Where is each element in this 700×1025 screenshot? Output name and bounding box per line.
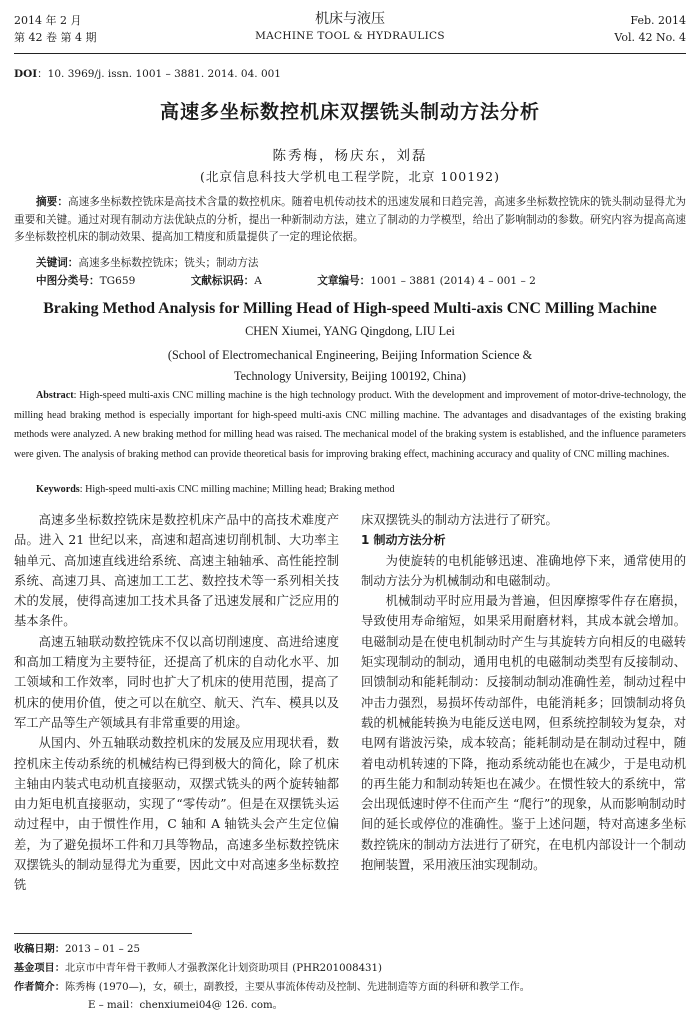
footnote-divider xyxy=(14,933,192,934)
issue-date-cn: 2014 年 2 月 xyxy=(14,14,82,27)
keywords-cn-label: 关键词： xyxy=(36,257,79,269)
affiliation-cn: (北京信息科技大学机电工程学院，北京 100192) xyxy=(200,169,500,184)
journal-name-cn: 机床与液压 xyxy=(315,11,385,27)
abstract-en-text: : High-speed multi-axis CNC milling machine is the high technology product. With the development and improvement of motor-drive-technology, the milling head braking method is especially important for high-speed multi-axis CNC milling machine. The advantages and disadvantages of the existing braking methods were analyzed. A new braking method for milling head was raised. The mechanical model of the braking system is established, and the influence parameters were given. The analysis of braking method can provide theoretical basis for improving braking effect, machining accuracy and quality of CNC milling machines. xyxy=(14,390,686,461)
body-paragraph: 高速五轴联动数控铣床不仅以高切削速度、高进给速度和高加工精度为主要特征，还提高了机床的自动化水平、加工领域和工作效率，同时也扩大了机床的使用范围，提高了机床的使用价值，使之可以在航空、航天、汽车、模具以及军工产品等生产领域具有非常重要的用途。 xyxy=(14,634,339,730)
clc-number xyxy=(36,275,161,287)
fund-value: 北京市中青年骨干教师人才强教深化计划资助项目 (PHR201008431) xyxy=(64,963,382,974)
authors-en: CHEN Xiumei, YANG Qingdong, LIU Lei xyxy=(245,324,455,338)
art-value: 1001 – 3881 (2014) 4 – 001 – 2 xyxy=(370,275,536,287)
art-label: 文章编号： xyxy=(317,275,371,287)
document-code xyxy=(191,275,288,287)
keywords-cn-text: 高速多坐标数控铣床；铣头；制动方法 xyxy=(78,257,259,269)
body-paragraph: 机械制动平时应用最为普遍，但因摩擦零件存在磨损，导致使用寿命缩短，如果采用耐磨材料，其成本就会增加。电磁制动是在使电机制动时产生与其旋转方向相反的电磁转矩实现制动的制动，通用电机的电磁制动类型有反接制动、回馈制动和能耗制动：反接制动制动准确性差，制动过程中冲击力强烈，易损坏传动部件，电能消耗多；回馈制动将负载的机械能转换为电能反送电网，但系统控制较为复杂，对电网有谐波污染，成本较高；能耗制动是在制动过程中，随着电动机转速的下降，拖动系统动能也在减少，于是电动机的再生能力和制动转矩也在减少。在惯性较大的系统中，常会出现低速时停不住而产生 “爬行”的现象，从而影响制动时间的延长或停位的准确性。鉴于上述问题，特对高速多坐标数控铣床的制动方法进行了研究，在电机内部设计一个制动抱闸装置，采用液压油实现制动。 xyxy=(361,594,686,873)
doi-value: ：10. 3969/j. issn. 1001 – 3881. 2014. 04. 001 xyxy=(37,68,281,80)
author-bio-value: 陈秀梅 (1970—)，女，硕士，副教授，主要从事流体传动及控制、先进制造等方面的科研和教学工作。 xyxy=(64,982,530,993)
affiliation-en-line2: Technology University, Beijing 100192, China) xyxy=(234,369,466,383)
journal-name xyxy=(14,10,686,44)
body-column-left xyxy=(14,510,339,896)
issue-info-en xyxy=(614,12,686,46)
article-number xyxy=(317,275,562,287)
body-paragraph: 为使旋转的电机能够迅速、准确地停下来，通常使用的制动方法分为机械制动和电磁制动。 xyxy=(361,553,686,588)
issue-volume-en: Vol. 42 No. 4 xyxy=(614,31,686,44)
footnote xyxy=(14,940,686,1015)
body-column-right xyxy=(361,510,686,875)
keywords-en-text: : High-speed multi-axis CNC milling machine; Milling head; Braking method xyxy=(79,484,395,495)
received-value: 2013 – 01 – 25 xyxy=(64,944,140,955)
abstract-cn-text: 高速多坐标数控铣床是高技术含量的数控机床。随着电机传动技术的迅速发展和日趋完善，高速多坐标数控铣床的铣头制动显得尤为重要和关键。通过对现有制动方法优缺点的分析，提出一种新制动方法，建立了制动的力学模型，给出了影响制动的参数。研究内容为提高高速多坐标数控机床的制动效果、提高加工精度和质量提供了一定的理论依据。 xyxy=(14,196,687,243)
journal-name-en: MACHINE TOOL & HYDRAULICS xyxy=(255,30,445,42)
abstract-cn-label: 摘要： xyxy=(36,196,68,208)
affiliation-en xyxy=(0,345,700,387)
section-heading: 1 制动方法分析 xyxy=(361,533,446,548)
keywords-en-label: Keywords xyxy=(36,484,80,495)
keywords-cn xyxy=(36,255,258,270)
body-paragraph: 从国内、外五轴联动数控机床的发展及应用现状看，数控机床主传动系统的机械结构已得到极大的简化，除了机床主轴由内装式电动机直接驱动，双摆式铣头的两个旋转轴都由力矩电机直接驱动，实现了“零传动”。但是在双摆铣头运动过程中，由于惯性作用，C 轴和 A 轴铣头会产生定位偏差，为了避免损坏工件和刀具等物品，高速多坐标数控铣床双摆铣头的制动显得尤为重要，因此文中对高速多坐标数控铣 xyxy=(14,736,339,893)
received-date xyxy=(14,940,686,959)
page-header xyxy=(14,8,686,54)
received-label: 收稿日期： xyxy=(14,943,65,955)
doi-line xyxy=(14,66,281,81)
fund-label: 基金项目： xyxy=(14,962,65,974)
authors-cn: 陈秀梅，杨庆东，刘磊 xyxy=(272,148,428,164)
clc-value: TG659 xyxy=(99,275,136,287)
author-bio-label: 作者简介： xyxy=(14,981,65,993)
abstract-en xyxy=(14,386,686,465)
doi-label: DOI xyxy=(14,68,38,80)
clc-label: 中图分类号： xyxy=(36,275,100,287)
abstract-en-label: Abstract xyxy=(36,390,74,401)
doc-value: A xyxy=(254,275,262,287)
issue-date-en: Feb. 2014 xyxy=(630,14,686,27)
issue-volume-cn: 第 42 卷 第 4 期 xyxy=(14,31,97,44)
funding xyxy=(14,959,686,978)
paper-title-en: Braking Method Analysis for Milling Head of High-speed Multi-axis CNC Milling Machine xyxy=(43,300,657,317)
abstract-cn xyxy=(14,194,686,247)
body-paragraph-continued: 床双摆铣头的制动方法进行了研究。 xyxy=(361,513,558,527)
paper-title-cn: 高速多坐标数控机床双摆铣头制动方法分析 xyxy=(159,101,540,123)
doc-label: 文献标识码： xyxy=(190,275,255,287)
affiliation-en-line1: (School of Electromechanical Engineering, Beijing Information Science & xyxy=(167,348,533,362)
classification-row xyxy=(36,273,588,288)
body-paragraph: 高速多坐标数控铣床是数控机床产品中的高技术难度产品。进入 21 世纪以来，高速和超高速切削机制、大功率主轴单元、高加速直线进给系统、高速主轴轴承、高性能控制系统、高速刀具、高速加工工艺、数控技术等一系列相关技术的发展，使得高速加工技术具备了迅速发展和广泛应用的基本条件。 xyxy=(14,513,339,629)
author-bio xyxy=(14,978,686,997)
author-email: E – mail：chenxiumei04@ 126. com。 xyxy=(88,1000,283,1011)
keywords-en xyxy=(36,484,395,495)
